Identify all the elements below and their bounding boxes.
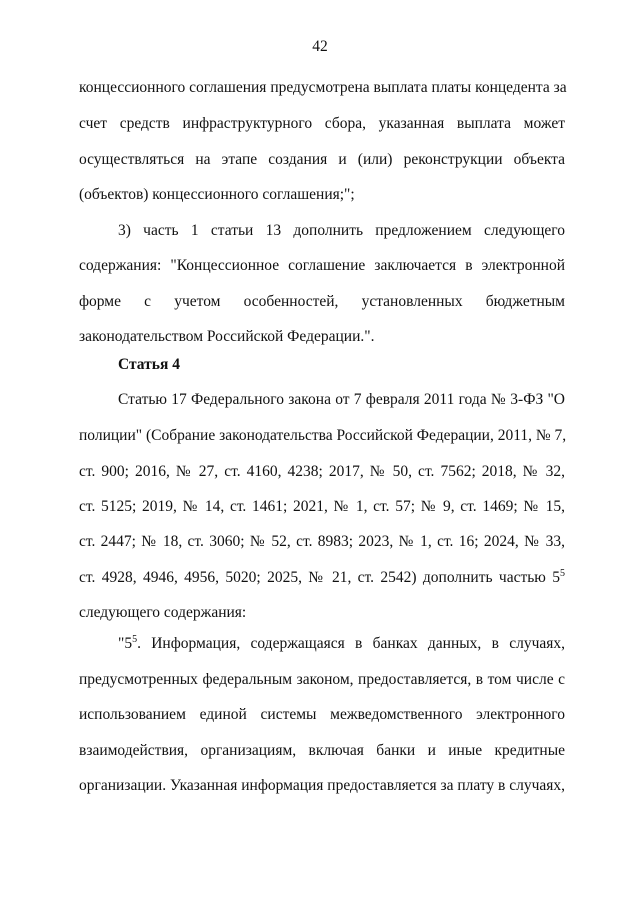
text-line: форме с учетом особенностей, установленных бюджетным xyxy=(79,293,565,310)
text-line: 3) часть 1 статьи 13 дополнить предложением следующего xyxy=(118,222,565,239)
text-line: (объектов) концессионного соглашения;"; xyxy=(79,186,355,203)
text-line-part: "5 xyxy=(118,635,133,652)
text-line xyxy=(118,634,565,654)
text-line: ст. 5125; 2019, № 14, ст. 1461; 2021, № 1, ст. 57; № 9, ст. 1469; № 15, xyxy=(79,498,565,515)
page-number: 42 xyxy=(312,38,328,55)
text-line: организации. Указанная информация предоставляется за плату в случаях, xyxy=(79,777,566,794)
text-line: концессионного соглашения предусмотрена выплата платы концедента за xyxy=(79,79,567,96)
text-line: предусмотренных федеральным законом, предоставляется, в том числе с xyxy=(79,671,565,688)
superscript: 5 xyxy=(132,634,138,645)
text-line xyxy=(79,568,565,588)
text-line: взаимодействия, организациям, включая банки и иные кредитные xyxy=(79,742,565,759)
text-line-part: . Информация, содержащаяся в банках данных, в случаях, xyxy=(137,635,565,652)
text-line: использованием единой системы межведомственного электронного xyxy=(79,706,565,723)
text-line: ст. 2447; № 18, ст. 3060; № 52, ст. 8983; 2023, № 1, ст. 16; 2024, № 33, xyxy=(79,533,565,550)
text-line: осуществляться на этапе создания и (или) реконструкции объекта xyxy=(79,151,565,168)
text-line: Статью 17 Федерального закона от 7 февраля 2011 года № 3-ФЗ "О xyxy=(118,391,565,408)
text-line: счет средств инфраструктурного сбора, указанная выплата может xyxy=(79,115,565,132)
superscript: 5 xyxy=(560,568,565,579)
text-line: ст. 900; 2016, № 27, ст. 4160, 4238; 2017, № 50, ст. 7562; 2018, № 32, xyxy=(79,463,565,480)
article-heading: Статья 4 xyxy=(118,356,180,373)
text-line-part: ст. 4928, 4946, 4956, 5020; 2025, № 21, ст. 2542) дополнить частью 5 xyxy=(79,569,560,586)
text-line: содержания: "Концессионное соглашение заключается в электронной xyxy=(79,257,565,274)
text-line: следующего содержания: xyxy=(79,604,247,621)
text-line: законодательством Российской Федерации.". xyxy=(79,328,375,345)
text-line: полиции" (Собрание законодательства Российской Федерации, 2011, № 7, xyxy=(79,427,567,444)
